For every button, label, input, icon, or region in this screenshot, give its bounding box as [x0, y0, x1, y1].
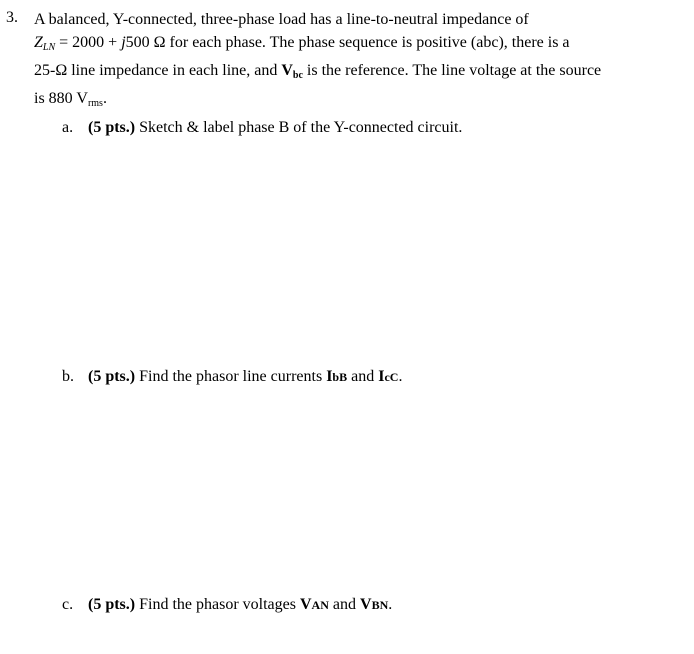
part-b-text: Find the phasor line currents: [135, 368, 327, 385]
problem-line-4: [34, 87, 684, 115]
part-c-period: .: [388, 596, 393, 613]
problem-line-4-end: .: [102, 90, 107, 107]
part-b-and: and: [347, 368, 379, 385]
rms-subscript: rms: [87, 98, 103, 109]
vbn-subscript: BN: [371, 598, 389, 612]
vbc-subscript: bc: [292, 70, 303, 81]
ibb-subscript: bB: [332, 370, 348, 384]
imaginary-unit: j: [121, 34, 126, 51]
part-b-period: .: [398, 368, 403, 385]
part-c: [62, 595, 392, 615]
problem-line-3: [34, 59, 684, 87]
part-a-letter: a.: [62, 119, 74, 136]
problem-line-3-start: 25-Ω line impedance in each line, and: [34, 62, 282, 79]
part-b-letter: b.: [62, 368, 74, 385]
impedance-symbol: Z: [34, 34, 43, 51]
part-a-text: Sketch & label phase B of the Y-connected circuit.: [135, 119, 463, 136]
vbn-symbol: V: [360, 596, 372, 613]
part-b-points: (5 pts.): [88, 368, 136, 385]
problem-line-1: A balanced, Y-connected, three-phase load has a line-to-neutral impedance of: [34, 11, 529, 28]
impedance-value: = 2000 +: [55, 34, 122, 51]
van-subscript: AN: [311, 598, 329, 612]
part-b: [62, 367, 402, 387]
icc-subscript: cC: [384, 370, 399, 384]
ibb-symbol: I: [326, 368, 333, 385]
part-c-points: (5 pts.): [88, 596, 136, 613]
impedance-subscript: LN: [42, 42, 56, 53]
problem-line-3-end: is the reference. The line voltage at the source: [302, 62, 602, 79]
part-a: [62, 118, 462, 138]
part-c-text: Find the phasor voltages: [135, 596, 300, 613]
icc-symbol: I: [378, 368, 385, 385]
part-c-and: and: [328, 596, 360, 613]
vbc-symbol: V: [281, 62, 293, 79]
van-symbol: V: [299, 596, 312, 613]
problem-statement: [34, 8, 684, 115]
problem-number: 3.: [6, 9, 18, 26]
part-c-letter: c.: [62, 596, 74, 613]
problem-line-4-start: is 880 V: [34, 90, 88, 107]
problem-line-2-rest: 500 Ω for each phase. The phase sequence is positive (abc), there is a: [125, 34, 570, 51]
part-a-points: (5 pts.): [88, 119, 136, 136]
problem-line-2: [34, 31, 684, 59]
